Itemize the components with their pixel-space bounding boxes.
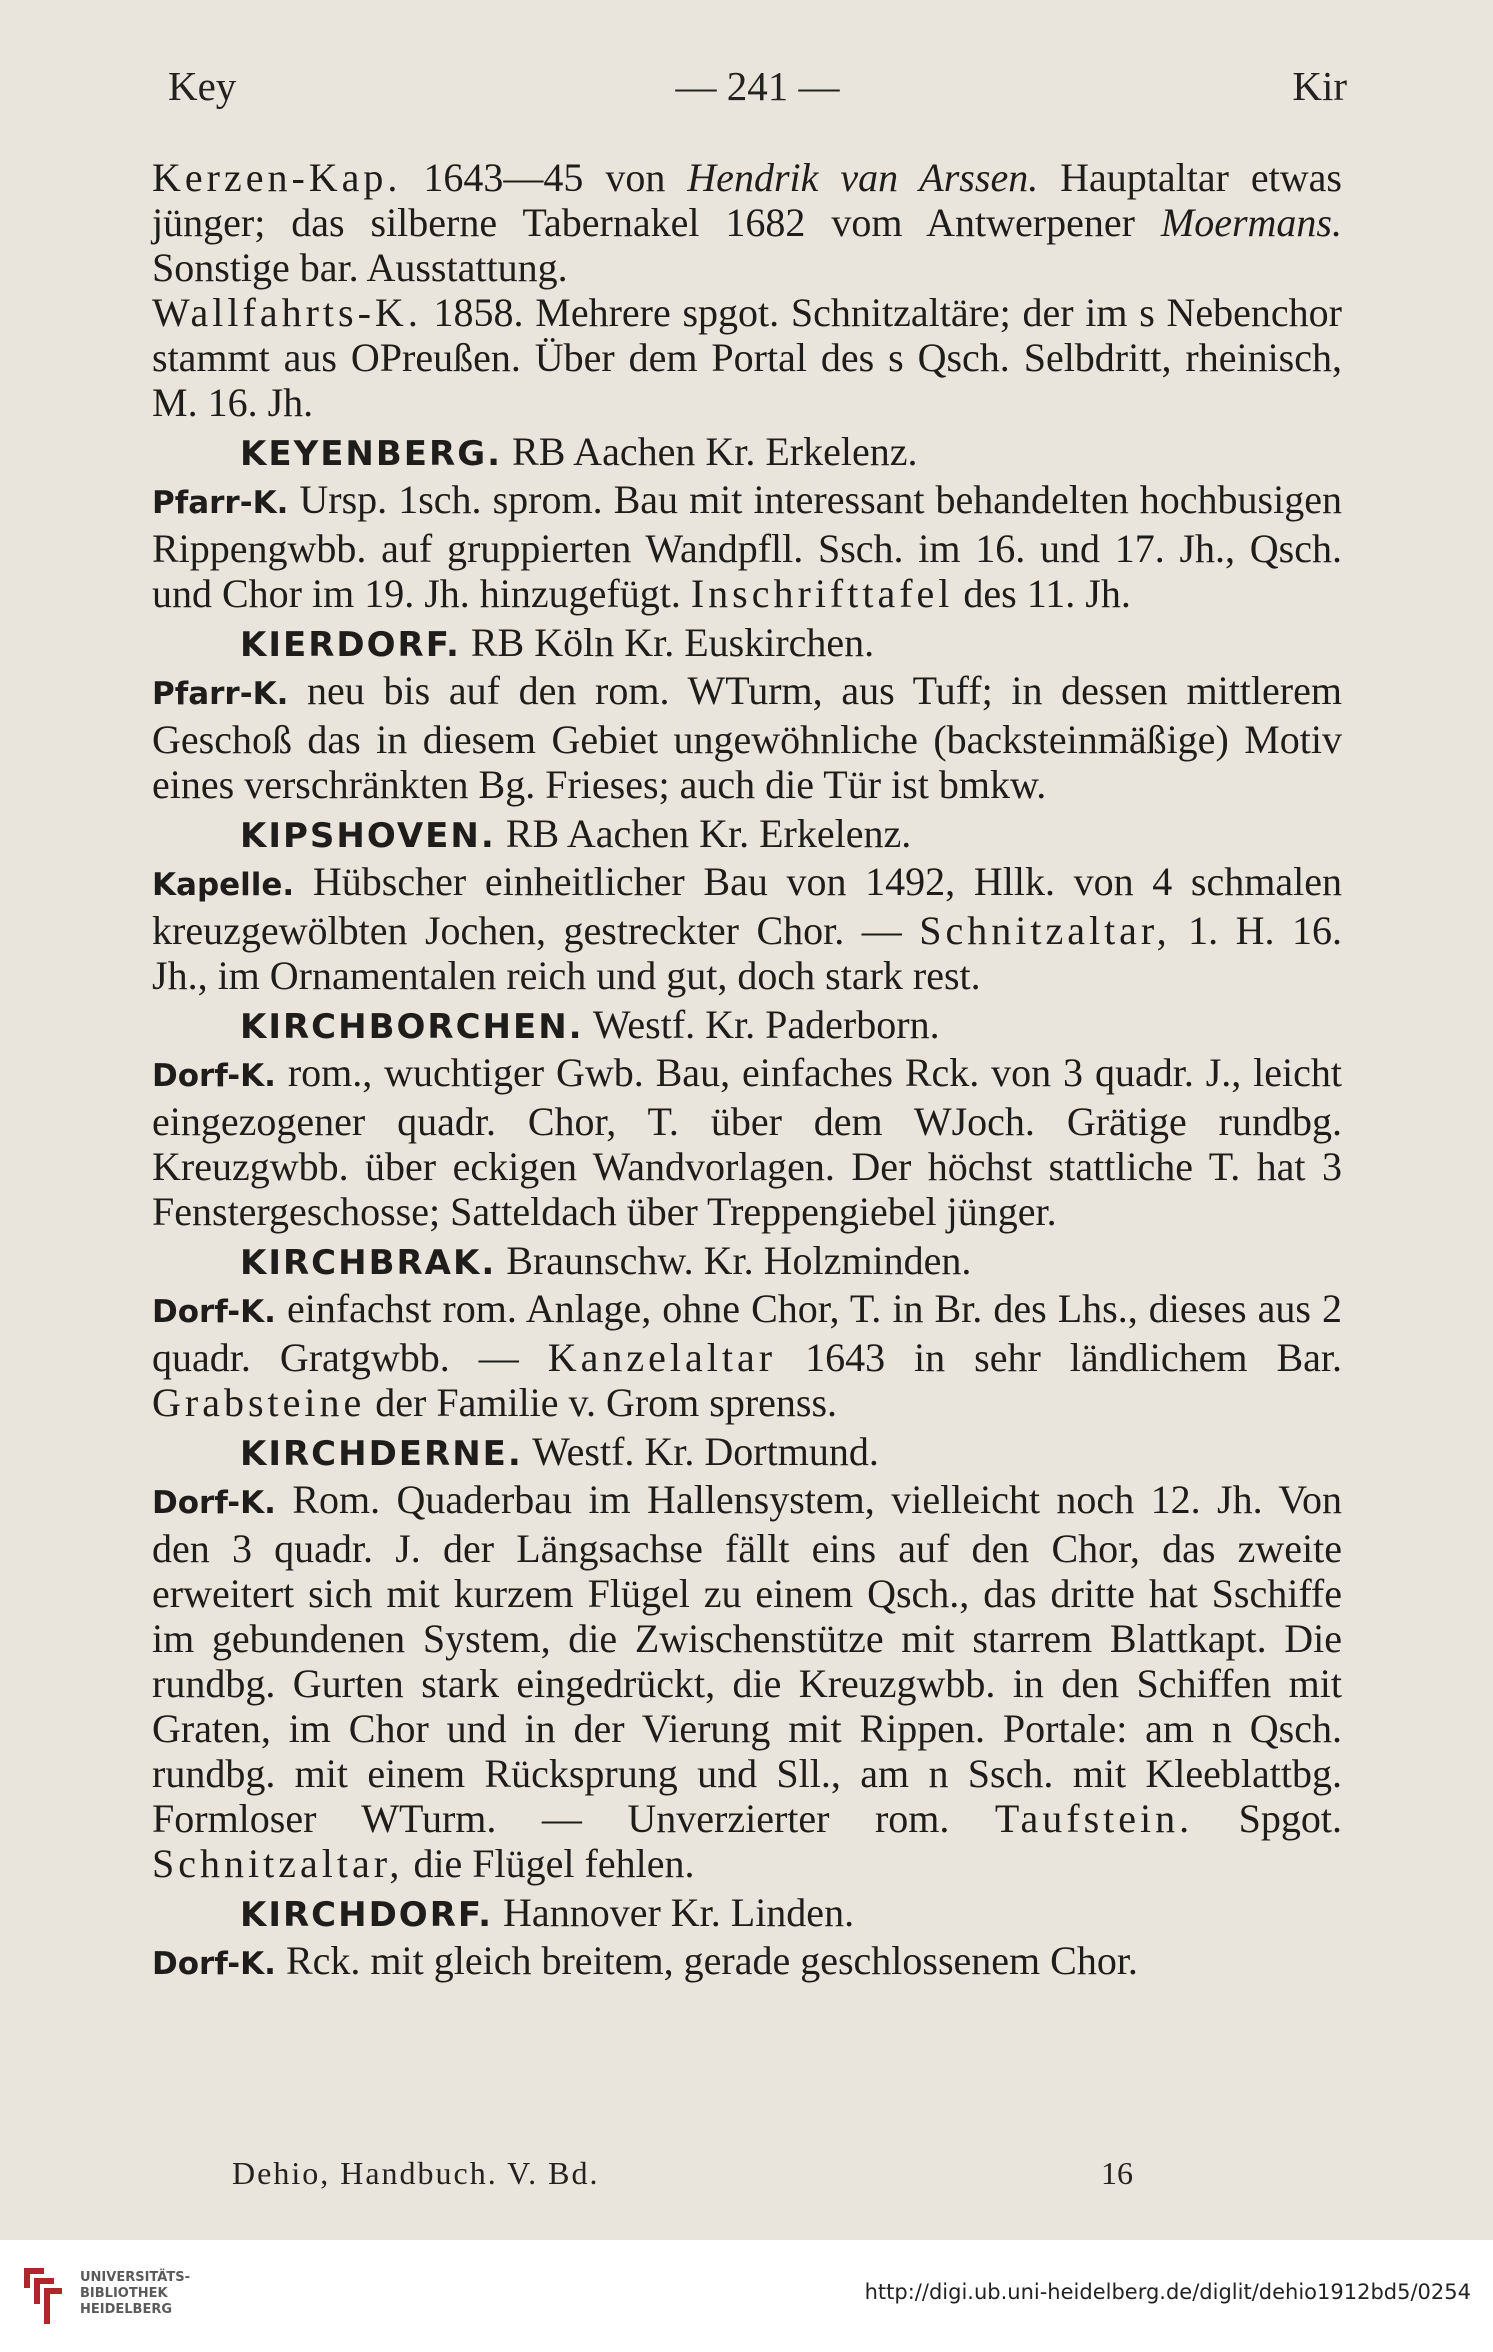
- page-number: — 241 —: [675, 63, 840, 109]
- building-type: Dorf-K.: [152, 1485, 276, 1521]
- signature-mark: 16: [1101, 2155, 1133, 2191]
- building-type: Dorf-K.: [152, 1946, 276, 1982]
- entry-text: 1643 in sehr ländlichem Bar.: [776, 1335, 1343, 1380]
- place-region: Westf. Kr. Dortmund.: [522, 1429, 879, 1474]
- entry-text: Rom. Quaderbau im Hallensystem, vielleicht noch 12. Jh. Von den 3 quadr. J. der Längsachse fällt eins auf den Chor, das zweite erweitert sich mit kurzem Flügel zu einem Qsch., das dritte hat Sschiffe im gebundenen System, die Zwischenstütze mit starrem Blattkapt. Die rundbg. Gurten stark eingedrückt, die Kreuzgwbb. in den Schiffen mit Graten, im Chor und in der Vierung mit Rippen. Portale: am n Qsch. rundbg. mit einem Rücksprung und Sll., am n Ssch. mit Kleeblattbg. Formloser WTurm. — Unverzierter rom.: [152, 1477, 1342, 1841]
- entry-text: Hübscher einheitlicher Bau von 1492, Hllk. von 4 schmalen kreuzgewölbten Jochen, gestreckter Chor. —: [152, 859, 1342, 953]
- entry-kerzen-kap: [152, 155, 1342, 290]
- place-heading: [152, 1238, 1342, 1286]
- place-region: RB Aachen Kr. Erkelenz.: [495, 811, 912, 856]
- place-name: KIERDORF.: [240, 625, 461, 665]
- building-type: Dorf-K.: [152, 1058, 276, 1094]
- library-name: [80, 2270, 190, 2318]
- place-name: KIRCHBRAK.: [240, 1243, 497, 1283]
- building-type: Dorf-K.: [152, 1294, 276, 1330]
- place-region: Hannover Kr. Linden.: [493, 1890, 855, 1935]
- entry-text: Hauptaltar etwas jünger; das silberne Tabernakel 1682 vom Antwerpener: [152, 155, 1342, 245]
- entry-text: die Flügel fehlen.: [403, 1841, 695, 1886]
- place-name: KIPSHOVEN.: [240, 816, 496, 856]
- entry: [152, 859, 1342, 998]
- entry-text: 1. H. 16. Jh., im Ornamentalen reich und gut, doch stark rest.: [152, 908, 1343, 998]
- entry-text: der Familie v. Grom sprenss.: [365, 1380, 838, 1425]
- entry-text: neu bis auf den rom. WTurm, aus Tuff; in dessen mittlerem Geschoß das in diesem Gebiet ungewöhnliche (backsteinmäßige) Motiv eines verschränkten Bg. Frieses; auch die Tür ist bmkw.: [152, 668, 1342, 807]
- place-heading: [152, 811, 1342, 859]
- object-name: Schnitzaltar,: [919, 908, 1171, 953]
- object-name: Schnitzaltar,: [152, 1841, 404, 1886]
- object-name: Inschrifttafel: [690, 571, 954, 616]
- place-region: RB Aachen Kr. Erkelenz.: [502, 429, 918, 474]
- entry-text: rom., wuchtiger Gwb. Bau, einfaches Rck. von 3 quadr. J., leicht eingezogener quadr. Chor, T. über dem WJoch. Grätige rundbg. Kreuzgwbb. über eckigen Wandvorlagen. Der höchst stattliche T. hat 3 Fenstergeschosse; Satteldach über Treppengiebel jünger.: [152, 1050, 1342, 1234]
- artist-name: Moermans.: [1160, 200, 1342, 245]
- entry-label: Kerzen-Kap.: [152, 155, 402, 200]
- place-name: KIRCHDERNE.: [240, 1434, 523, 1474]
- entry-text: Spgot.: [1193, 1796, 1343, 1841]
- library-name-line: BIBLIOTHEK: [80, 2286, 168, 2301]
- object-name: Kanzelaltar: [547, 1335, 777, 1380]
- entry-text: des 11. Jh.: [953, 571, 1131, 616]
- entry: [152, 477, 1342, 616]
- library-footer-bar: [0, 2240, 1493, 2352]
- entry-text: 1858. Mehrere spgot. Schnitzaltäre; der im s Nebenchor stammt aus OPreußen. Über dem Portal des s Qsch. Selbdritt, rheinisch, M. 16. Jh.: [152, 290, 1342, 425]
- entry: [152, 1477, 1342, 1886]
- place-heading: [152, 1429, 1342, 1477]
- place-name: KIRCHDORF.: [240, 1895, 494, 1935]
- running-header: [168, 62, 1347, 122]
- library-name-line: UNIVERSITÄTS-: [80, 2270, 190, 2285]
- library-logo-icon: [20, 2264, 66, 2328]
- object-name: Grabsteine: [152, 1380, 366, 1425]
- entry: [152, 1286, 1342, 1425]
- object-name: Taufstein.: [994, 1796, 1194, 1841]
- place-heading: [152, 620, 1342, 668]
- place-name: KIRCHBORCHEN.: [240, 1007, 584, 1047]
- place-region: RB Köln Kr. Euskirchen.: [460, 620, 875, 665]
- header-left: Key: [168, 63, 237, 109]
- footer-title: Dehio, Handbuch. V. Bd.: [232, 2155, 600, 2191]
- entry-label: Wallfahrts-K.: [152, 290, 422, 335]
- source-url[interactable]: http://digi.ub.uni-heidelberg.de/diglit/dehio1912bd5/0254: [864, 2280, 1471, 2304]
- page-body: [152, 155, 1342, 1987]
- entry-wallfahrts-k: [152, 290, 1342, 425]
- place-heading: [152, 1002, 1342, 1050]
- building-type: Pfarr-K.: [152, 485, 289, 521]
- artist-name: Hendrik van Arssen.: [687, 155, 1039, 200]
- place-heading: [152, 1890, 1342, 1938]
- place-region: Braunschw. Kr. Holzminden.: [496, 1238, 972, 1283]
- entry: [152, 668, 1342, 807]
- entry-text: 1643—45 von: [401, 155, 688, 200]
- entry: [152, 1050, 1342, 1234]
- library-name-line: HEIDELBERG: [80, 2302, 173, 2317]
- header-right: Kir: [1292, 63, 1347, 109]
- entry-text: Sonstige bar. Ausstattung.: [152, 245, 568, 290]
- place-name: KEYENBERG.: [240, 434, 503, 474]
- entry: [152, 1938, 1342, 1987]
- place-heading: [152, 429, 1342, 477]
- building-type: Kapelle.: [152, 867, 295, 903]
- place-region: Westf. Kr. Paderborn.: [583, 1002, 940, 1047]
- entry-text: Rck. mit gleich breitem, gerade geschlossenem Chor.: [275, 1938, 1138, 1983]
- building-type: Pfarr-K.: [152, 676, 289, 712]
- entry-text: einfachst rom. Anlage, ohne Chor, T. in Br. des Lhs., dieses aus 2 quadr. Gratgwbb. —: [152, 1286, 1342, 1380]
- entry-text: Ursp. 1sch. sprom. Bau mit interessant behandelten hochbusigen Rippengwbb. auf gruppierten Wandpfll. Ssch. im 16. und 17. Jh., Qsch. und Chor im 19. Jh. hinzugefügt.: [152, 477, 1342, 616]
